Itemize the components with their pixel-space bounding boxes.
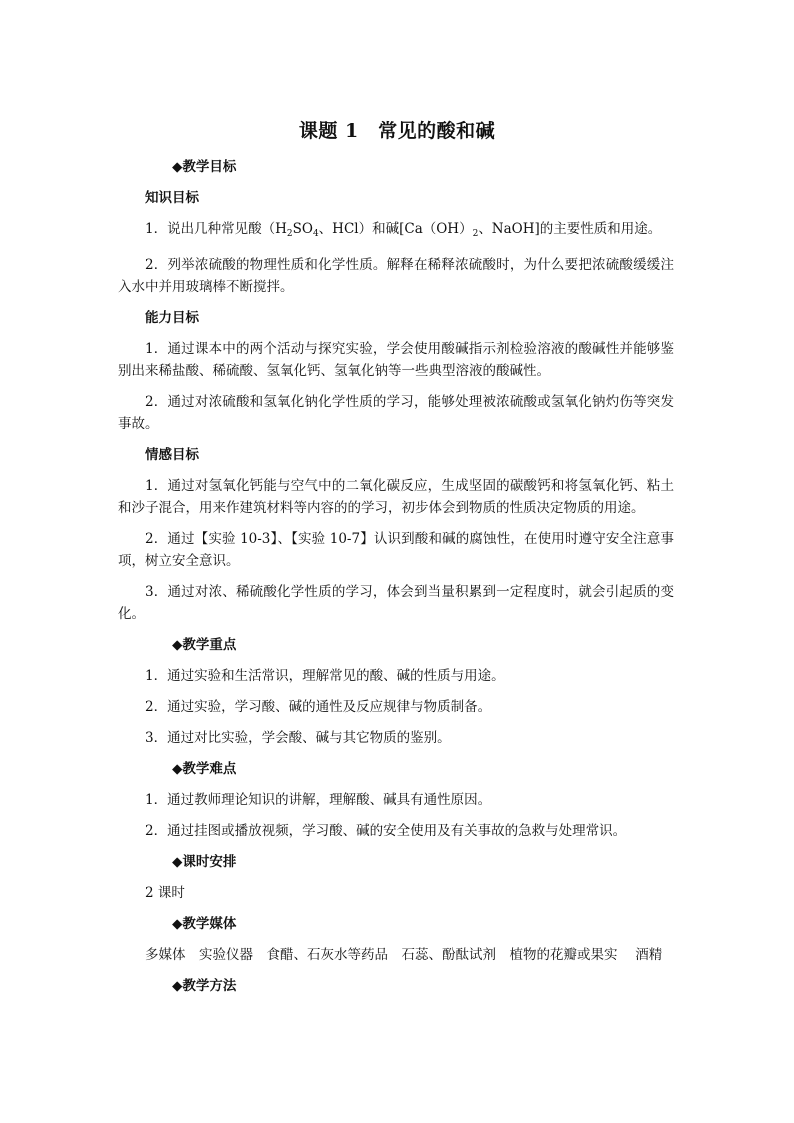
diamond-bullet-icon: ◆ [172,854,183,870]
paragraph-focus-1: 1．通过实验和生活常识，理解常见的酸、碱的性质与用途。 [145,668,505,684]
paragraph-media: 多媒体 实验仪器 食醋、石灰水等药品 石蕊、酚酞试剂 植物的花瓣或果实 酒精 [145,947,663,963]
subheading-knowledge: 知识目标 [145,190,199,206]
paragraph-knowledge-1: 1．说出几种常见酸（$H_2SO_4$、HCl）和碱[$Ca(OH)_2$、NaOH]的主要性质和用途。 [145,221,662,239]
section-heading-difficulty: ◆教学难点 [118,758,674,780]
diamond-bullet-icon: ◆ [172,159,183,175]
diamond-bullet-icon: ◆ [172,761,183,777]
diamond-bullet-icon: ◆ [172,978,183,994]
paragraph-emotion-2: 2．通过【实验 10-3】、【实验 10-7】认识到酸和碱的腐蚀性，在使用时遵守安全注意事项，树立安全意识。 [118,531,674,569]
section-heading-schedule: ◆课时安排 [118,851,674,873]
section-heading-focus: ◆教学重点 [118,634,674,656]
page-title: 课题 1 常见的酸和碱 [298,120,496,142]
paragraph-ability-1: 1．通过课本中的两个活动与探究实验，学会使用酸碱指示剂检验溶液的酸碱性并能够鉴别出来稀盐酸、稀硫酸、氢氧化钙、氢氧化钠等一些典型溶液的酸碱性。 [118,341,674,379]
paragraph-focus-3: 3．通过对比实验，学会酸、碱与其它物质的鉴别。 [145,730,451,746]
subheading-emotion: 情感目标 [145,447,199,463]
document-body [118,156,674,1006]
section-heading-media: ◆教学媒体 [118,913,674,935]
paragraph-knowledge-2: 2．列举浓硫酸的物理性质和化学性质。解释在稀释浓硫酸时，为什么要把浓硫酸缓缓注入水中并用玻璃棒不断搅拌。 [118,257,674,295]
section-heading-goals: ◆教学目标 [118,156,674,178]
paragraph-ability-2: 2．通过对浓硫酸和氢氧化钠化学性质的学习，能够处理被浓硫酸或氢氧化钠灼伤等突发事故。 [118,394,674,432]
paragraph-emotion-1: 1．通过对氢氧化钙能与空气中的二氧化碳反应，生成坚固的碳酸钙和将氢氧化钙、粘土和沙子混合，用来作建筑材料等内容的的学习，初步体会到物质的性质决定物质的用途。 [118,478,674,516]
paragraph-schedule: 2 课时 [145,885,185,901]
paragraph-difficulty-1: 1．通过教师理论知识的讲解，理解酸、碱具有通性原因。 [145,792,492,808]
diamond-bullet-icon: ◆ [172,916,183,932]
paragraph-emotion-3: 3．通过对浓、稀硫酸化学性质的学习，体会到当量积累到一定程度时，就会引起质的变化。 [118,584,674,622]
paragraph-difficulty-2: 2．通过挂图或播放视频，学习酸、碱的安全使用及有关事故的急救与处理常识。 [145,823,627,839]
diamond-bullet-icon: ◆ [172,637,183,653]
subheading-ability: 能力目标 [145,310,199,326]
section-heading-method: ◆教学方法 [118,975,674,997]
paragraph-focus-2: 2．通过实验，学习酸、碱的通性及反应规律与物质制备。 [145,699,492,715]
